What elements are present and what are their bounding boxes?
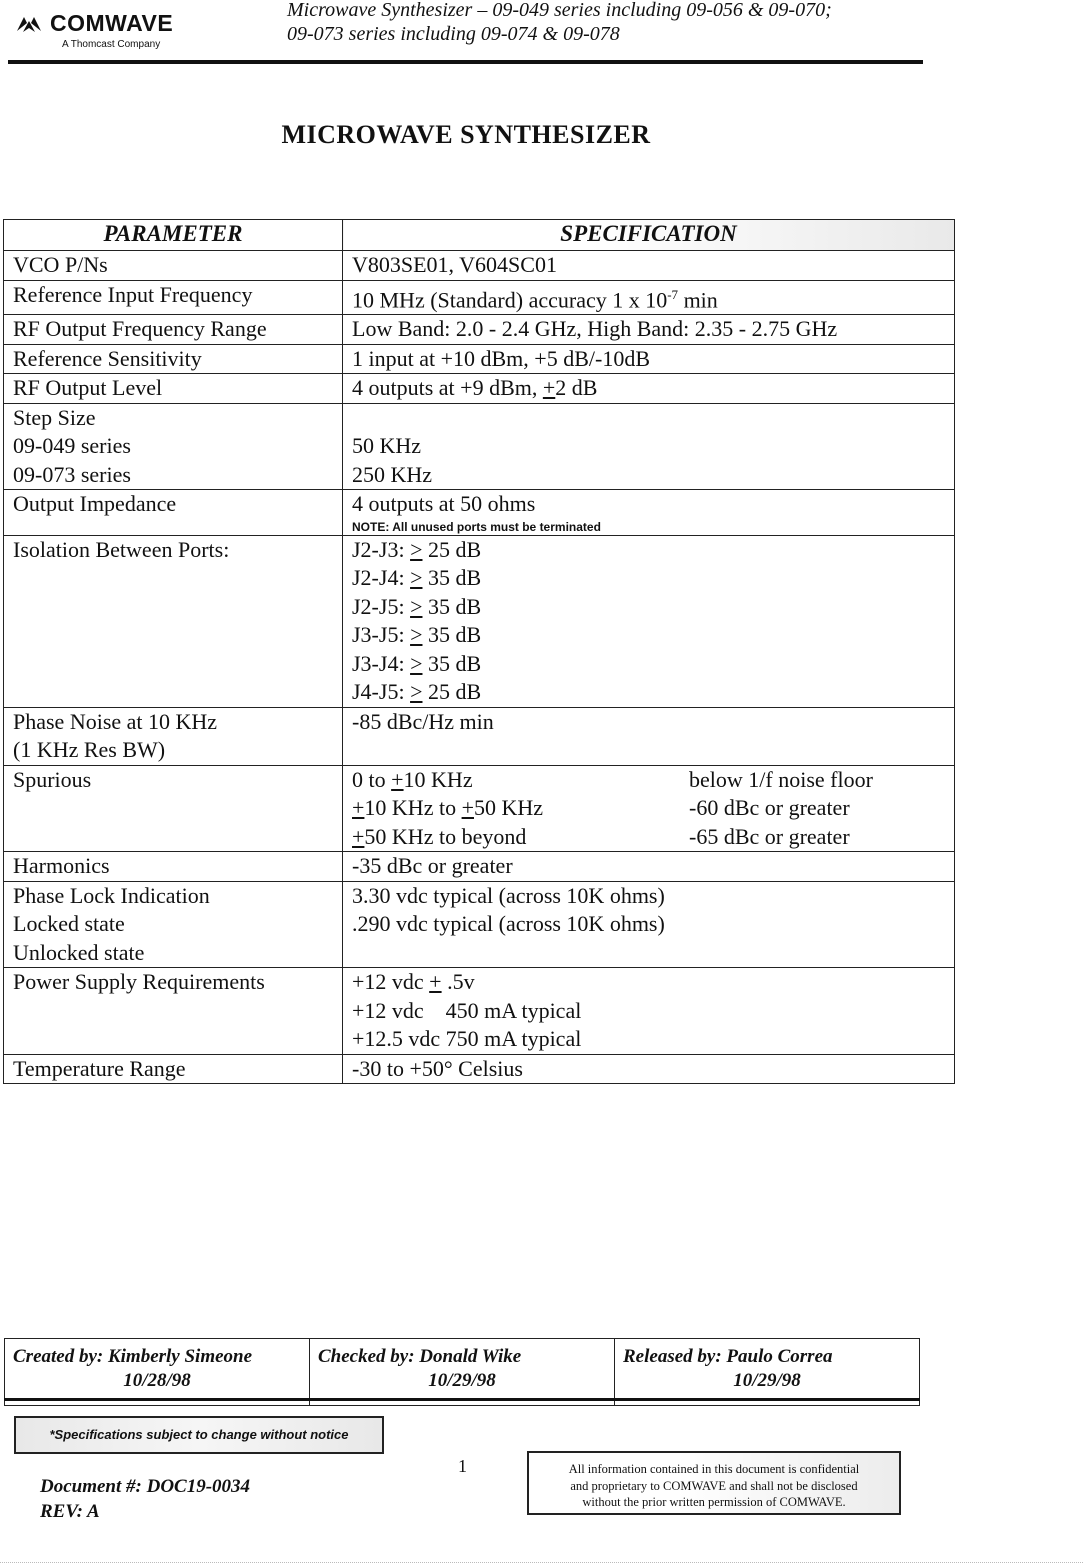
table-row bbox=[4, 1054, 955, 1084]
spec-cell: 50 KHz 250 KHz bbox=[343, 403, 955, 490]
table-row bbox=[4, 881, 955, 968]
param-cell: Phase Noise at 10 KHz (1 KHz Res BW) bbox=[4, 707, 343, 765]
param-cell: Reference Sensitivity bbox=[4, 344, 343, 374]
spec-cell: -30 to +50° Celsius bbox=[343, 1054, 955, 1084]
param-cell: Spurious bbox=[4, 765, 343, 852]
comwave-logo-icon bbox=[14, 11, 44, 37]
header-divider bbox=[8, 60, 923, 64]
released-by-cell: Released by: Paulo Correa 10/29/98 bbox=[615, 1339, 920, 1406]
spec-cell: 4 outputs at 50 ohms NOTE: All unused ports must be terminated bbox=[343, 490, 955, 536]
param-cell: Reference Input Frequency bbox=[4, 280, 343, 315]
spec-cell: Low Band: 2.0 - 2.4 GHz, High Band: 2.35 - 2.75 GHz bbox=[343, 315, 955, 345]
checked-by-cell: Checked by: Donald Wike 10/29/98 bbox=[310, 1339, 615, 1406]
spec-cell: 10 MHz (Standard) accuracy 1 x $10^{-7}$ min bbox=[343, 280, 955, 315]
spec-cell: 1 input at +10 dBm, +5 dB/-10dB bbox=[343, 344, 955, 374]
signoff-table bbox=[4, 1338, 920, 1406]
table-row bbox=[4, 403, 955, 490]
column-header-specification: SPECIFICATION bbox=[343, 220, 955, 251]
table-row bbox=[4, 315, 955, 345]
confidentiality-notice: All information contained in this document is confidential and proprietary to COMWAVE and shall not be disclosed without the prior written permission of COMWAVE. bbox=[527, 1451, 901, 1515]
spec-cell: V803SE01, V604SC01 bbox=[343, 251, 955, 281]
document-revision: REV: A bbox=[40, 1501, 100, 1522]
param-cell: Step Size 09-049 series 09-073 series bbox=[4, 403, 343, 490]
table-row bbox=[4, 707, 955, 765]
spec-table bbox=[3, 219, 955, 1084]
company-subtitle: A Thomcast Company bbox=[62, 39, 161, 50]
company-logo bbox=[14, 10, 214, 50]
table-row bbox=[4, 968, 955, 1055]
spec-cell: -85 dBc/Hz min bbox=[343, 707, 955, 765]
spec-cell: +12 vdc + .5v +12 vdc 450 mA typical +12.5 vdc 750 mA typical bbox=[343, 968, 955, 1055]
table-row bbox=[4, 280, 955, 315]
table-row bbox=[4, 535, 955, 707]
param-cell: VCO P/Ns bbox=[4, 251, 343, 281]
param-cell: Isolation Between Ports: bbox=[4, 535, 343, 707]
column-header-parameter: PARAMETER bbox=[4, 220, 343, 251]
table-row bbox=[4, 344, 955, 374]
created-by-cell: Created by: Kimberly Simeone 10/28/98 bbox=[5, 1339, 310, 1406]
table-header-row bbox=[4, 220, 955, 251]
header-title: Microwave Synthesizer – 09-049 series including 09-056 & 09-070; 09-073 series including 09-074 & 09-078 bbox=[287, 0, 832, 45]
spec-cell: -35 dBc or greater bbox=[343, 852, 955, 882]
signoff-divider bbox=[4, 1398, 920, 1401]
spec-cell: J2-J3: > 25 dB J2-J4: > 35 dB J2-J5: > 35 dB J3-J5: > 35 dB J3-J4: > 35 dB J4-J5: > 25 dB bbox=[343, 535, 955, 707]
page-number: 1 bbox=[458, 1456, 467, 1476]
table-row bbox=[4, 852, 955, 882]
page-bottom-edge bbox=[0, 1562, 1083, 1564]
param-cell: Phase Lock Indication Locked state Unlocked state bbox=[4, 881, 343, 968]
specifications-notice: *Specifications subject to change without notice bbox=[14, 1416, 384, 1454]
param-cell: Output Impedance bbox=[4, 490, 343, 536]
param-cell: Power Supply Requirements bbox=[4, 968, 343, 1055]
table-row bbox=[4, 251, 955, 281]
table-row bbox=[4, 374, 955, 404]
signoff-row bbox=[5, 1339, 920, 1406]
table-row bbox=[4, 490, 955, 536]
spec-cell: 4 outputs at +9 dBm, +2 dB bbox=[343, 374, 955, 404]
spec-cell: 3.30 vdc typical (across 10K ohms) .290 vdc typical (across 10K ohms) bbox=[343, 881, 955, 968]
document-info bbox=[40, 1474, 250, 1524]
termination-note: NOTE: All unused ports must be terminated bbox=[352, 519, 601, 534]
document-title: MICROWAVE SYNTHESIZER bbox=[281, 120, 651, 149]
document-number: Document #: DOC19-0034 bbox=[40, 1476, 251, 1497]
spec-cell: 0 to +10 KHz below 1/f noise floor +10 KHz to +50 KHz -60 dBc or greater +50 KHz to beyond -65 dBc or greater bbox=[343, 765, 955, 852]
param-cell: RF Output Level bbox=[4, 374, 343, 404]
param-cell: Temperature Range bbox=[4, 1054, 343, 1084]
table-row bbox=[4, 765, 955, 852]
param-cell: Harmonics bbox=[4, 852, 343, 882]
company-name: COMWAVE bbox=[50, 10, 174, 36]
param-cell: RF Output Frequency Range bbox=[4, 315, 343, 345]
